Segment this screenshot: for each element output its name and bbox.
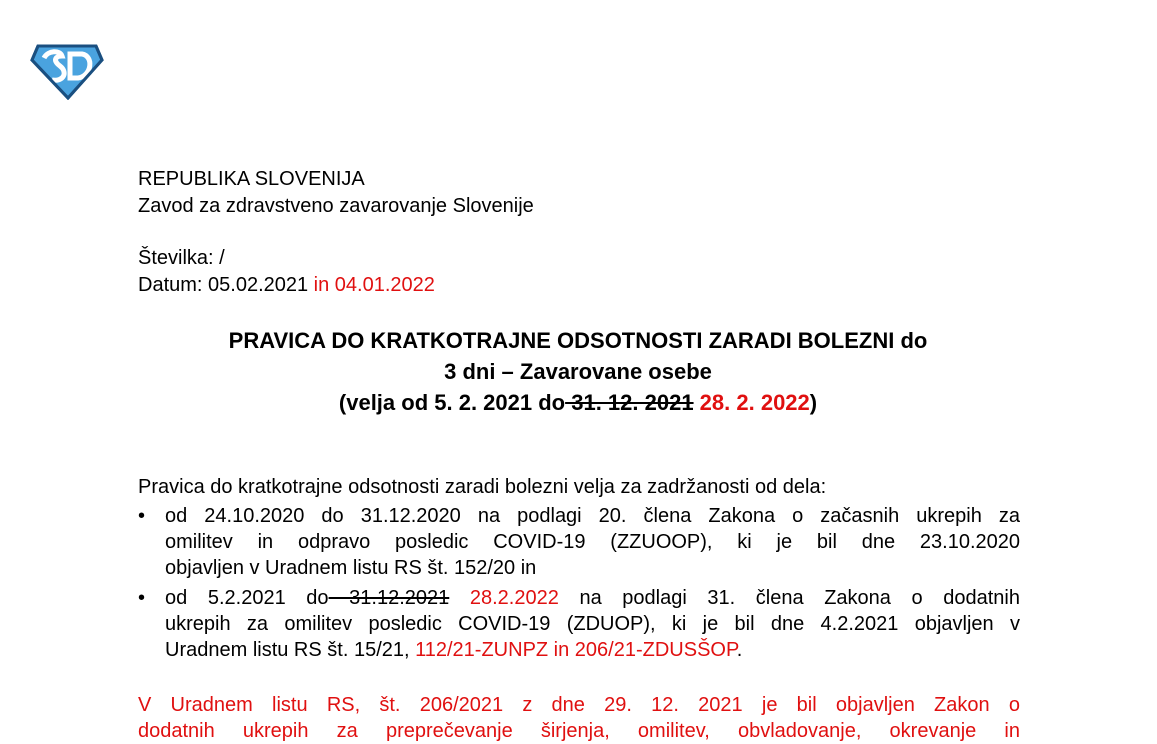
- bullet-2-marker: •: [138, 587, 146, 609]
- date-added: in 04.01.2022: [308, 274, 435, 296]
- bullet-2-end: .: [736, 639, 743, 661]
- bullet-2-gazette: Uradnem listu RS št. 15/21,: [165, 639, 410, 661]
- title-line-3: [138, 388, 1018, 418]
- bullet-2-new-gazette: 112/21-ZUNPZ in 206/21-ZDUSŠOP: [409, 639, 737, 661]
- bullet-2-suffix: na podlagi 31. člena Zakona o dodatnih: [558, 587, 1020, 609]
- bullet-1-line-1: od 24.10.2020 do 31.12.2020 na podlagi 20. člena Zakona o začasnih ukrepih za: [165, 505, 1020, 527]
- document-number: Številka: /: [138, 247, 225, 269]
- notice-line-1: V Uradnem listu RS, št. 206/2021 z dne 29. 12. 2021 je bil objavljen Zakon o: [138, 694, 1020, 716]
- bullet-1-marker: •: [138, 505, 146, 527]
- zzzs-logo-icon: [30, 40, 104, 100]
- intro-paragraph: Pravica do kratkotrajne odsotnosti zaradi bolezni velja za zadržanosti od dela:: [138, 476, 827, 498]
- title-struck-date: 31. 12. 2021: [565, 390, 694, 415]
- title-new-date: 28. 2. 2022: [693, 390, 810, 415]
- title-line-2: 3 dni – Zavarovane osebe: [444, 359, 712, 384]
- bullet-2-prefix: od 5.2.2021 do: [165, 587, 329, 609]
- document-date: [138, 272, 435, 298]
- bullet-2-line-3: [165, 637, 1020, 663]
- bullet-2-line-1: [165, 585, 1020, 611]
- org-line-2: Zavod za zdravstveno zavarovanje Slovenije: [138, 195, 534, 217]
- notice-line-2: dodatnih ukrepih za preprečevanje širjenja, omilitev, obvladovanje, okrevanje in: [138, 720, 1020, 742]
- title-validity-suffix: ): [809, 390, 818, 415]
- bullet-2-line-2: ukrepih za omilitev posledic COVID-19 (ZDUOP), ki je bil dne 4.2.2021 objavljen v: [165, 613, 1020, 635]
- date-original: Datum: 05.02.2021: [138, 274, 309, 296]
- title-line-1: PRAVICA DO KRATKOTRAJNE ODSOTNOSTI ZARADI BOLEZNI do: [228, 328, 928, 353]
- bullet-1-line-2: omilitev in odpravo posledic COVID-19 (ZZUOOP), ki je bil dne 23.10.2020: [165, 531, 1020, 553]
- bullet-2-new-date: 28.2.2022: [449, 587, 559, 609]
- org-line-1: REPUBLIKA SLOVENIJA: [138, 168, 365, 190]
- title-validity-prefix: (velja od 5. 2. 2021 do: [338, 390, 566, 415]
- bullet-1-line-3: objavljen v Uradnem listu RS št. 152/20 in: [165, 557, 537, 579]
- bullet-2-struck-date: 31.12.2021: [328, 587, 450, 609]
